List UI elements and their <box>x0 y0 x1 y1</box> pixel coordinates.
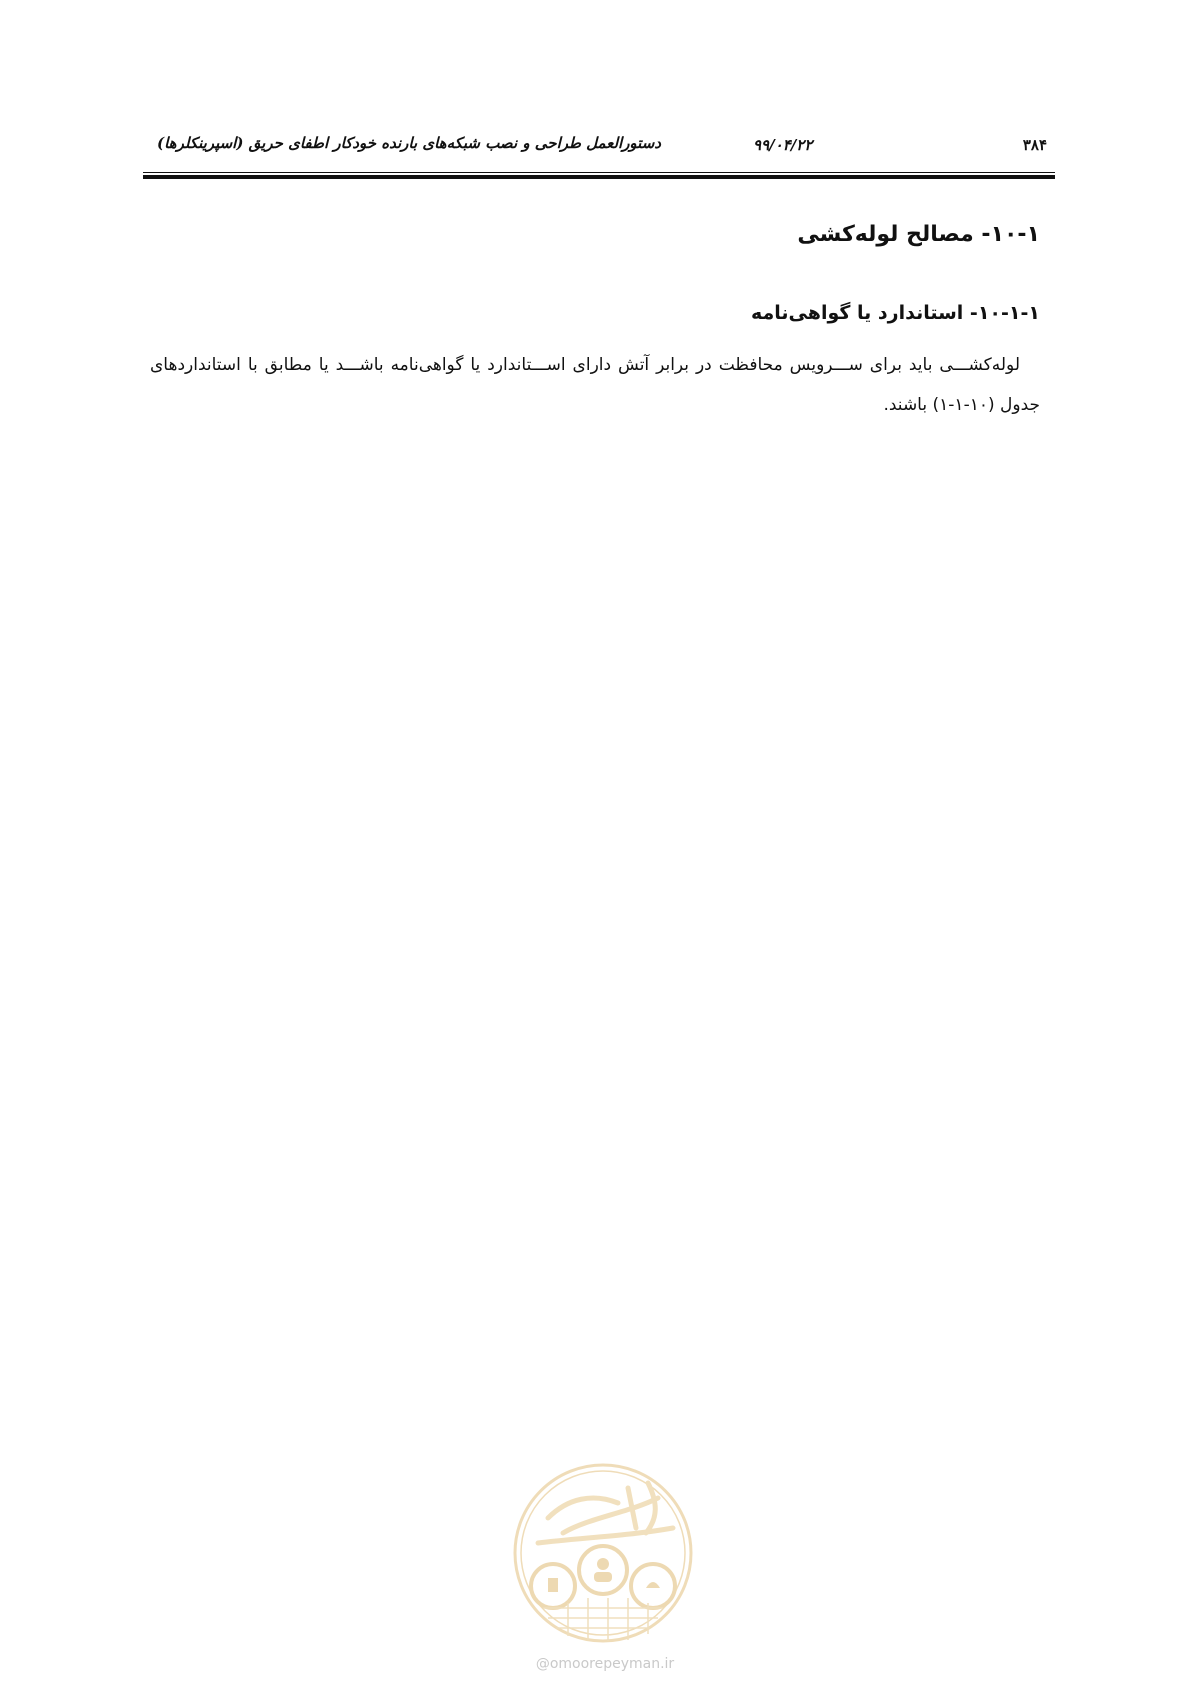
watermark-logo <box>508 1458 698 1648</box>
watermark-url: @omoorepeyman.ir <box>535 1656 675 1672</box>
section-heading: ۱۰-۱- مصالح لوله‌کشی <box>797 222 1040 247</box>
page-content <box>150 215 1040 425</box>
subsection-heading: ۱۰-۱-۱- استاندارد یا گواهی‌نامه <box>751 302 1040 324</box>
header-title: دستورالعمل طراحی و نصب شبکه‌های بارنده خودکار اطفای حریق (اسپرینکلرها) <box>157 134 661 152</box>
page-header <box>143 134 1055 158</box>
body-paragraph: لوله‌کشـــی باید برای ســـرویس محافظت در برابر آتش دارای اســـتاندارد یا گواهی‌نامه باشـــد یا مطابق با استانداردهای جدول (۱۰-۱-۱) باشند. <box>150 355 1040 415</box>
header-rule-thin <box>143 172 1055 173</box>
header-rule-thick <box>143 175 1055 179</box>
header-date: ۹۹/۰۴/۲۲ <box>753 136 813 154</box>
page-number: ۳۸۴ <box>1022 136 1047 154</box>
